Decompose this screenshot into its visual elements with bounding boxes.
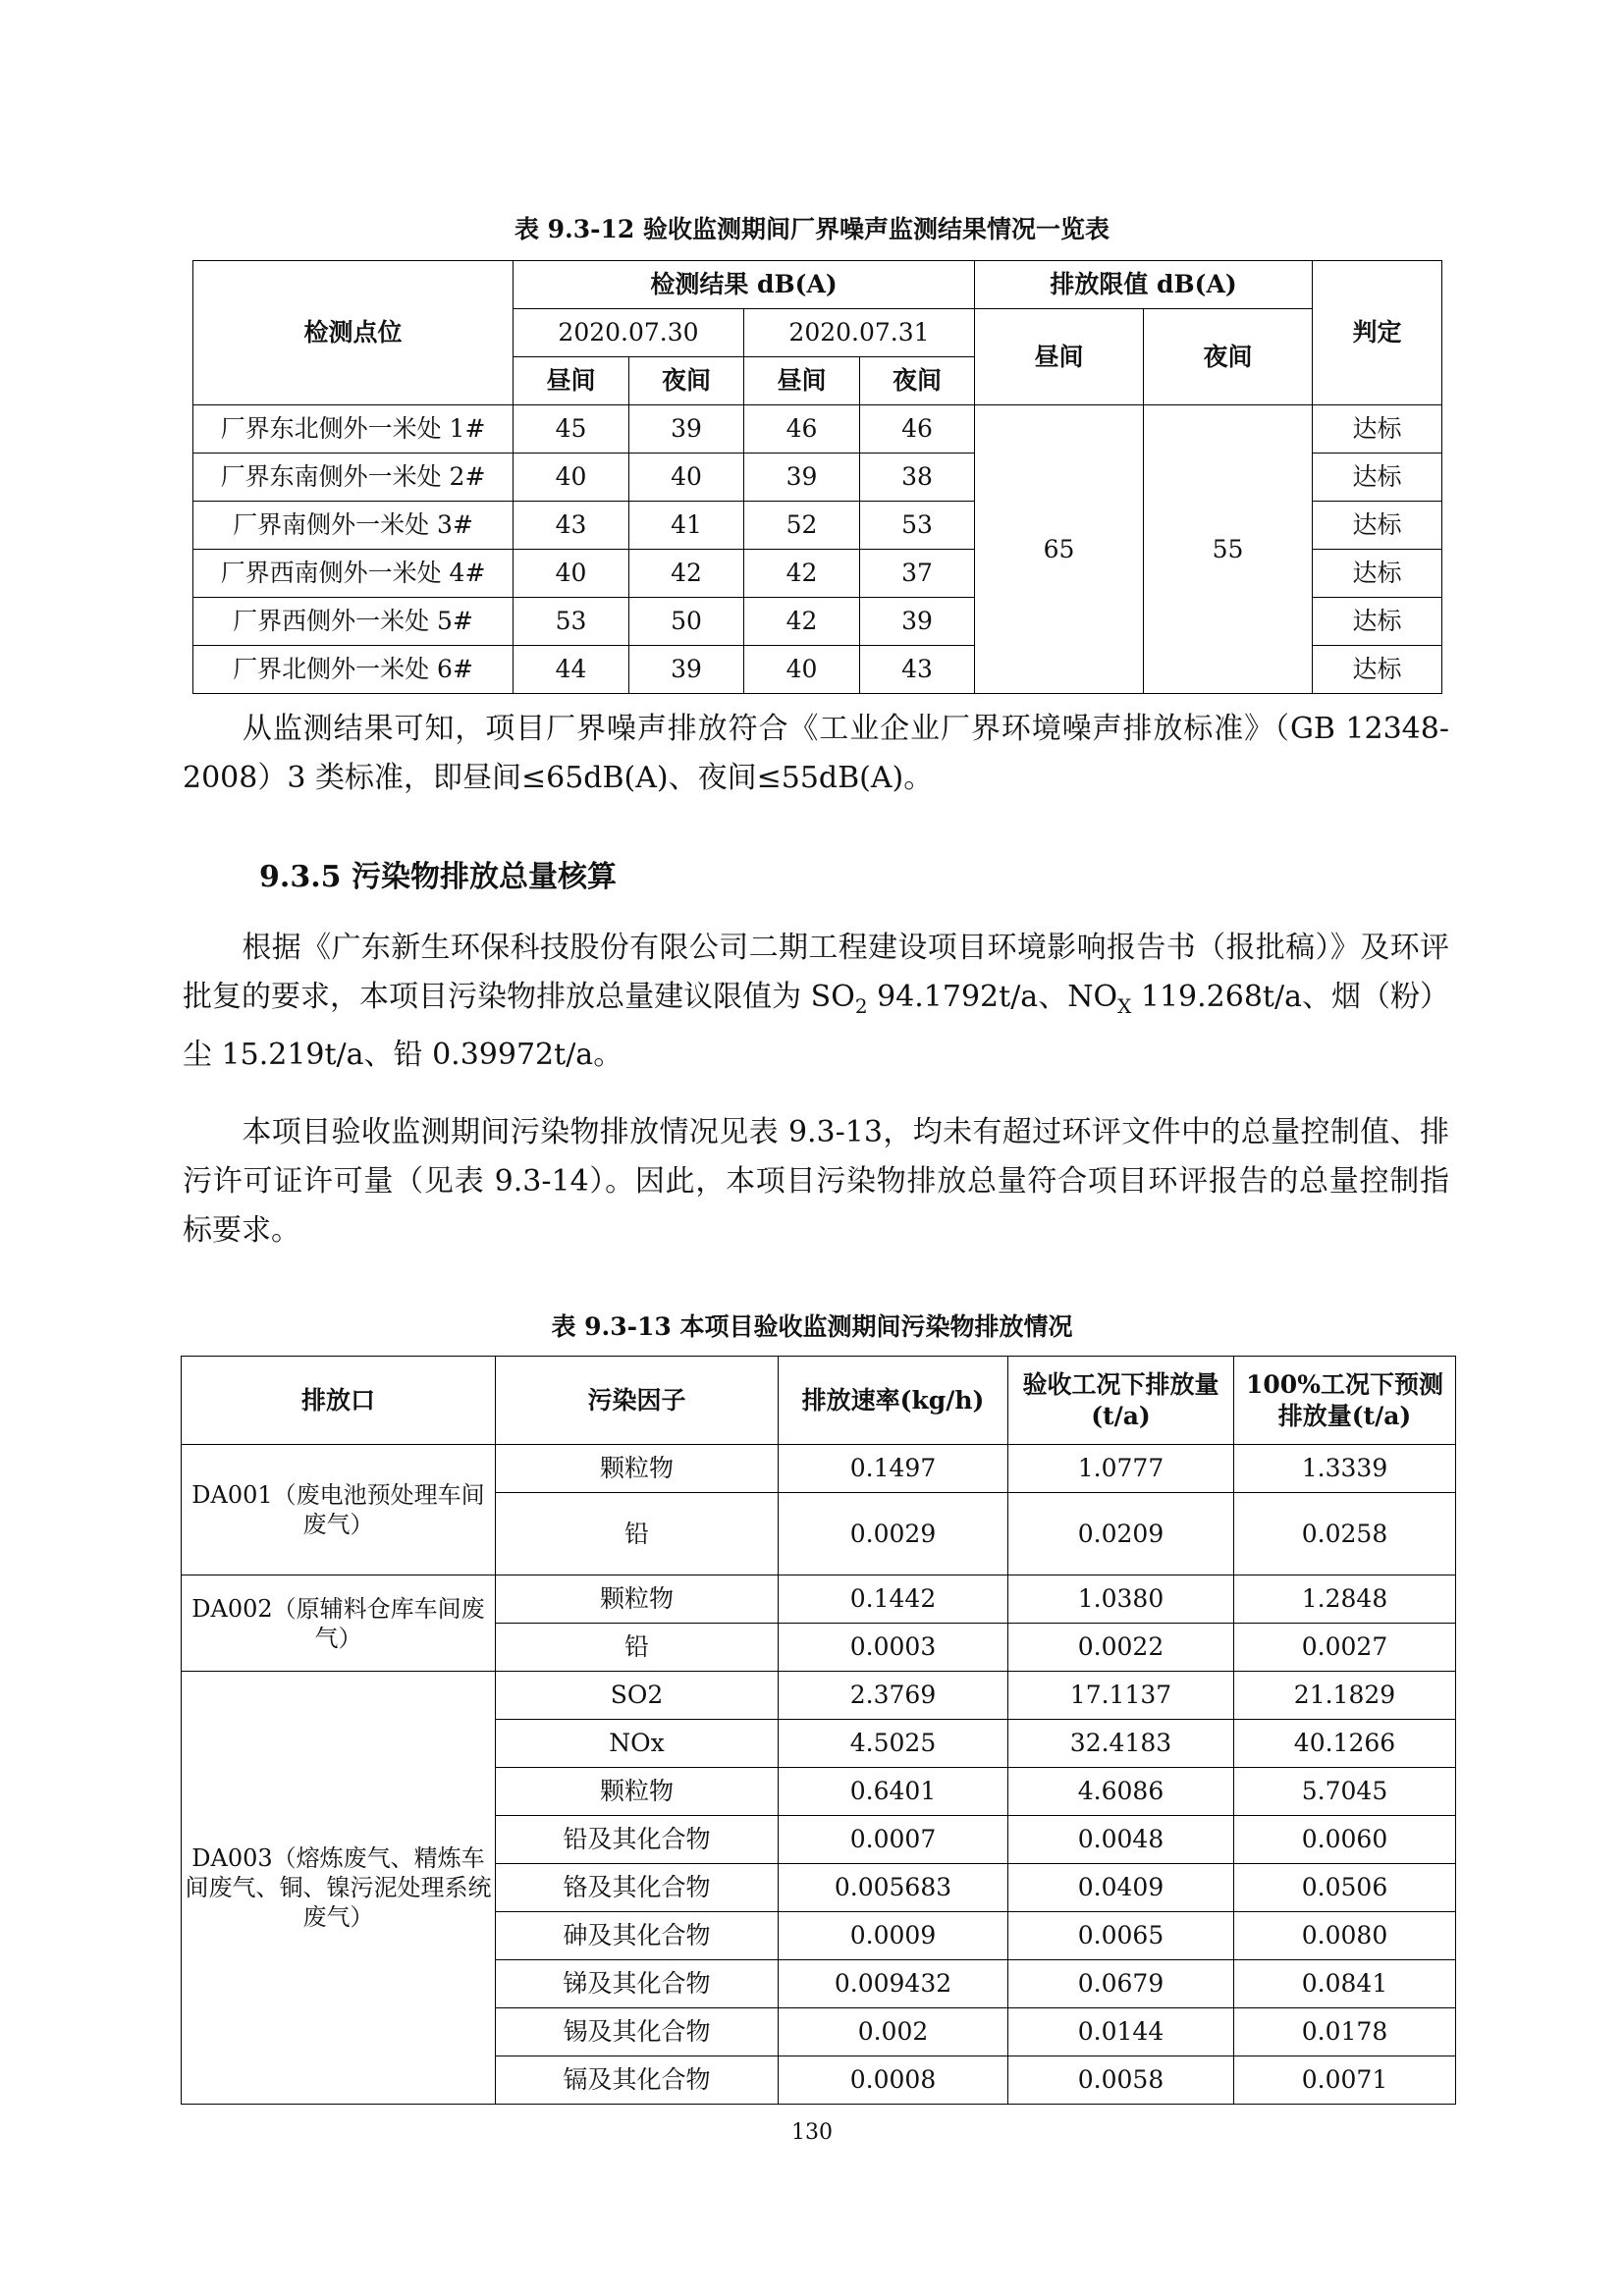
paragraph-text: 119.268t/a、烟（粉）尘 15.219t/a、铅 0.39972t/a。 xyxy=(183,980,1449,1072)
header-verdict: 判定 xyxy=(1313,261,1442,405)
subscript: 2 xyxy=(854,994,868,1018)
cell-factor: NOx xyxy=(496,1720,779,1768)
cell-value: 0.0058 xyxy=(1008,2056,1234,2105)
cell-value: 0.0008 xyxy=(779,2056,1008,2105)
cell-value: 0.0003 xyxy=(779,1624,1008,1672)
cell-factor: 颗粒物 xyxy=(496,1768,779,1816)
cell-value: 52 xyxy=(744,502,860,550)
header-rate: 排放速率(kg/h) xyxy=(779,1357,1008,1445)
cell-value: 1.0777 xyxy=(1008,1445,1234,1493)
table-row xyxy=(193,405,1442,454)
cell-value: 44 xyxy=(514,646,629,694)
cell-value: 38 xyxy=(860,454,975,502)
cell-value: 1.2848 xyxy=(1234,1575,1456,1624)
cell-value: 0.0022 xyxy=(1008,1624,1234,1672)
header-day: 昼间 xyxy=(514,357,629,405)
cell-value: 4.6086 xyxy=(1008,1768,1234,1816)
cell-point: 厂界南侧外一米处 3# xyxy=(193,502,514,550)
cell-factor: 镉及其化合物 xyxy=(496,2056,779,2105)
cell-value: 46 xyxy=(860,405,975,454)
cell-verdict: 达标 xyxy=(1313,502,1442,550)
page-number: 130 xyxy=(791,2120,833,2145)
cell-value: 53 xyxy=(514,598,629,646)
cell-value: 0.0071 xyxy=(1234,2056,1456,2105)
table-caption: 表 9.3-12 验收监测期间厂界噪声监测结果情况一览表 xyxy=(514,215,1110,243)
cell-value: 39 xyxy=(860,598,975,646)
cell-value: 0.0080 xyxy=(1234,1912,1456,1960)
cell-value: 1.3339 xyxy=(1234,1445,1456,1493)
cell-value: 39 xyxy=(629,405,744,454)
cell-value: 50 xyxy=(629,598,744,646)
cell-value: 40 xyxy=(514,550,629,598)
section-heading: 9.3.5 污染物排放总量核算 xyxy=(259,860,617,894)
cell-value: 0.0048 xyxy=(1008,1816,1234,1864)
limit-day-value: 65 xyxy=(975,405,1144,694)
cell-factor: 铅 xyxy=(496,1624,779,1672)
cell-value: 0.1497 xyxy=(779,1445,1008,1493)
cell-value: 0.0029 xyxy=(779,1493,1008,1575)
outlet-cell: DA003（熔炼废气、精炼车间废气、铜、镍污泥处理系统废气） xyxy=(182,1672,496,2105)
header-factor: 污染因子 xyxy=(496,1357,779,1445)
cell-value: 40.1266 xyxy=(1234,1720,1456,1768)
header-point: 检测点位 xyxy=(193,261,514,405)
header-date2: 2020.07.31 xyxy=(744,309,975,357)
table-row xyxy=(182,1575,1456,1624)
paragraph xyxy=(183,924,1449,1080)
cell-verdict: 达标 xyxy=(1313,550,1442,598)
cell-value: 53 xyxy=(860,502,975,550)
cell-value: 45 xyxy=(514,405,629,454)
cell-value: 0.6401 xyxy=(779,1768,1008,1816)
emission-table xyxy=(181,1356,1456,2105)
cell-value: 32.4183 xyxy=(1008,1720,1234,1768)
cell-value: 21.1829 xyxy=(1234,1672,1456,1720)
cell-value: 0.1442 xyxy=(779,1575,1008,1624)
cell-value: 0.0841 xyxy=(1234,1960,1456,2008)
table-row xyxy=(182,1445,1456,1493)
table-row xyxy=(182,1672,1456,1720)
cell-value: 0.0144 xyxy=(1008,2008,1234,2056)
cell-point: 厂界西侧外一米处 5# xyxy=(193,598,514,646)
cell-verdict: 达标 xyxy=(1313,646,1442,694)
header-limit-day: 昼间 xyxy=(975,309,1144,405)
cell-factor: 颗粒物 xyxy=(496,1445,779,1493)
cell-value: 39 xyxy=(744,454,860,502)
outlet-cell: DA001（废电池预处理车间废气） xyxy=(182,1445,496,1575)
cell-value: 0.0409 xyxy=(1008,1864,1234,1912)
paragraph-text: 根据《广东新生环保科技股份有限公司二期工程建设项目环境影响报告书（报批稿）》及环评批复的要求，本项目污染物排放总量建议限值为 SO xyxy=(183,931,1449,1014)
header-full: 100%工况下预测排放量(t/a) xyxy=(1234,1357,1456,1445)
paragraph xyxy=(183,1108,1449,1255)
cell-value: 0.005683 xyxy=(779,1864,1008,1912)
header-day: 昼间 xyxy=(744,357,860,405)
paragraph-text: 94.1792t/a、NO xyxy=(867,980,1118,1014)
header-limit-night: 夜间 xyxy=(1144,309,1313,405)
cell-factor: 锡及其化合物 xyxy=(496,2008,779,2056)
cell-factor: 铅 xyxy=(496,1493,779,1575)
cell-value: 46 xyxy=(744,405,860,454)
cell-value: 40 xyxy=(744,646,860,694)
cell-value: 43 xyxy=(860,646,975,694)
cell-factor: SO2 xyxy=(496,1672,779,1720)
cell-point: 厂界西南侧外一米处 4# xyxy=(193,550,514,598)
cell-factor: 锑及其化合物 xyxy=(496,1960,779,2008)
cell-point: 厂界东南侧外一米处 2# xyxy=(193,454,514,502)
cell-point: 厂界北侧外一米处 6# xyxy=(193,646,514,694)
cell-value: 39 xyxy=(629,646,744,694)
cell-value: 0.0060 xyxy=(1234,1816,1456,1864)
cell-value: 0.0065 xyxy=(1008,1912,1234,1960)
cell-value: 5.7045 xyxy=(1234,1768,1456,1816)
header-night: 夜间 xyxy=(629,357,744,405)
paragraph xyxy=(183,705,1449,803)
header-result: 检测结果 dB(A) xyxy=(514,261,975,309)
cell-value: 40 xyxy=(514,454,629,502)
cell-value: 0.009432 xyxy=(779,1960,1008,2008)
cell-value: 0.0178 xyxy=(1234,2008,1456,2056)
cell-value: 0.0258 xyxy=(1234,1493,1456,1575)
cell-value: 0.0679 xyxy=(1008,1960,1234,2008)
cell-value: 42 xyxy=(629,550,744,598)
cell-verdict: 达标 xyxy=(1313,598,1442,646)
header-date1: 2020.07.30 xyxy=(514,309,744,357)
subscript: X xyxy=(1117,994,1132,1018)
limit-night-value: 55 xyxy=(1144,405,1313,694)
cell-factor: 铬及其化合物 xyxy=(496,1864,779,1912)
cell-factor: 颗粒物 xyxy=(496,1575,779,1624)
cell-factor: 砷及其化合物 xyxy=(496,1912,779,1960)
cell-verdict: 达标 xyxy=(1313,405,1442,454)
table-caption: 表 9.3-13 本项目验收监测期间污染物排放情况 xyxy=(551,1312,1073,1341)
cell-point: 厂界东北侧外一米处 1# xyxy=(193,405,514,454)
cell-value: 17.1137 xyxy=(1008,1672,1234,1720)
outlet-cell: DA002（原辅料仓库车间废气） xyxy=(182,1575,496,1672)
paragraph-text: 从监测结果可知，项目厂界噪声排放符合《工业企业厂界环境噪声排放标准》（GB 12348-2008）3 类标准，即昼间≤65dB(A)、夜间≤55dB(A)。 xyxy=(183,712,1449,795)
cell-verdict: 达标 xyxy=(1313,454,1442,502)
cell-value: 1.0380 xyxy=(1008,1575,1234,1624)
header-limit: 排放限值 dB(A) xyxy=(975,261,1313,309)
cell-value: 0.002 xyxy=(779,2008,1008,2056)
cell-value: 41 xyxy=(629,502,744,550)
cell-value: 0.0506 xyxy=(1234,1864,1456,1912)
noise-monitoring-table xyxy=(192,260,1442,694)
cell-value: 0.0209 xyxy=(1008,1493,1234,1575)
cell-value: 2.3769 xyxy=(779,1672,1008,1720)
header-night: 夜间 xyxy=(860,357,975,405)
header-accept: 验收工况下排放量(t/a) xyxy=(1008,1357,1234,1445)
cell-value: 0.0009 xyxy=(779,1912,1008,1960)
cell-value: 37 xyxy=(860,550,975,598)
header-outlet: 排放口 xyxy=(182,1357,496,1445)
paragraph-text: 本项目验收监测期间污染物排放情况见表 9.3-13，均未有超过环评文件中的总量控制值、排污许可证许可量（见表 9.3-14）。因此，本项目污染物排放总量符合项目环评报告的总量控制指标要求。 xyxy=(183,1115,1449,1248)
cell-value: 42 xyxy=(744,598,860,646)
cell-value: 0.0007 xyxy=(779,1816,1008,1864)
cell-factor: 铅及其化合物 xyxy=(496,1816,779,1864)
cell-value: 42 xyxy=(744,550,860,598)
cell-value: 43 xyxy=(514,502,629,550)
cell-value: 0.0027 xyxy=(1234,1624,1456,1672)
cell-value: 4.5025 xyxy=(779,1720,1008,1768)
cell-value: 40 xyxy=(629,454,744,502)
